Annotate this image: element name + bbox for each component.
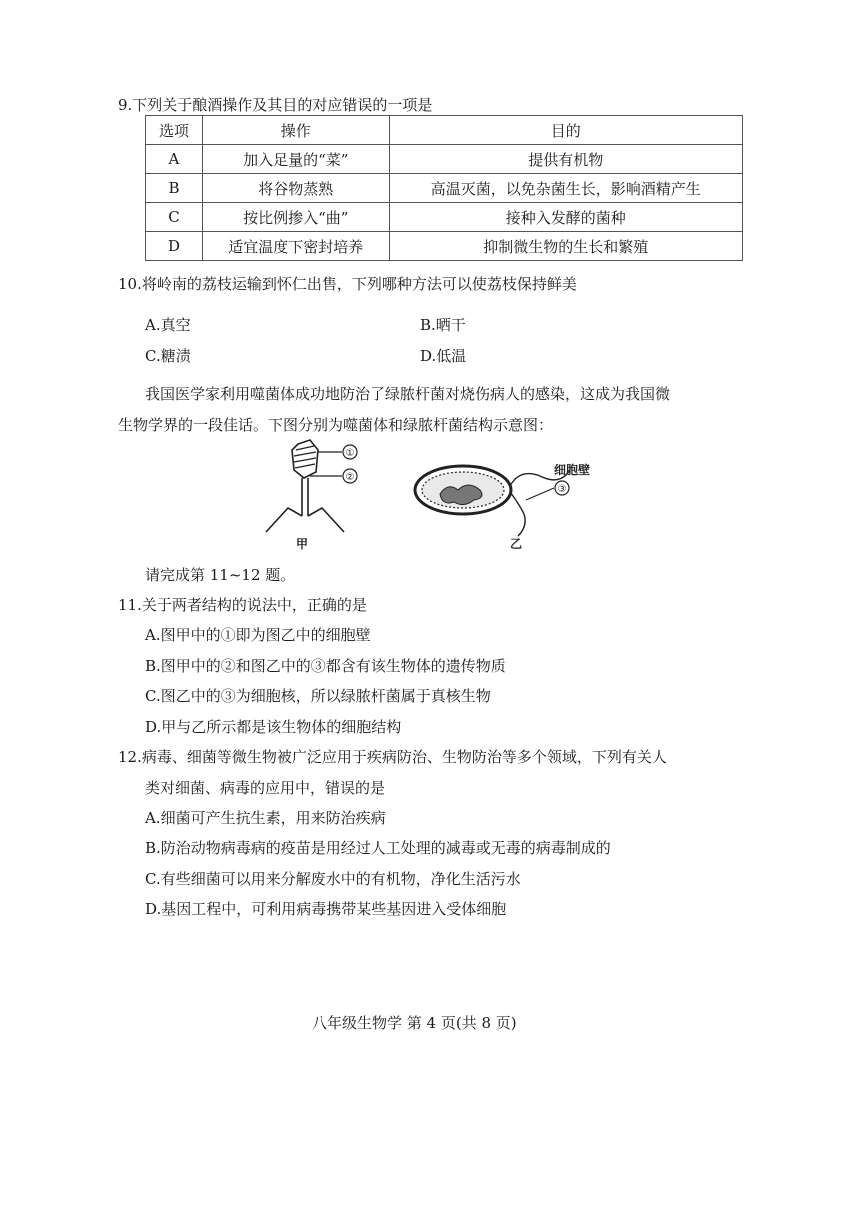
figure-label-1: ① [345, 448, 355, 459]
table-cell: 按比例掺入“曲” [202, 203, 389, 232]
question-11-stem: 11.关于两者结构的说法中，正确的是 [118, 596, 367, 614]
table-header-cell: 操作 [202, 116, 389, 145]
question-12-stem-line-1: 12.病毒、细菌等微生物被广泛应用于疾病防治、生物防治等多个领域，下列有关人 [118, 748, 667, 766]
question-10-stem: 10.将岭南的荔枝运输到怀仁出售，下列哪种方法可以使荔枝保持鲜美 [118, 275, 577, 293]
passage-line-2: 生物学界的一段佳话。下图分别为噬菌体和绿脓杆菌结构示意图： [118, 416, 554, 434]
table-cell: 高温灭菌，以免杂菌生长，影响酒精产生 [389, 174, 742, 203]
q11-option-c: C.图乙中的③为细胞核，所以绿脓杆菌属于真核生物 [145, 687, 491, 705]
table-cell: 抑制微生物的生长和繁殖 [389, 232, 742, 261]
q12-option-a: A.细菌可产生抗生素，用来防治疾病 [145, 809, 386, 827]
q11-option-b: B.图甲中的②和图乙中的③都含有该生物体的遗传物质 [145, 657, 506, 675]
pseudomonas-illustration [415, 466, 570, 536]
q10-option-d: D.低温 [420, 347, 467, 365]
q11-option-a: A.图甲中的①即为图乙中的细胞壁 [145, 626, 371, 644]
figure-label-3: ③ [557, 484, 567, 495]
q12-option-b: B.防治动物病毒病的疫苗是用经过人工处理的减毒或无毒的病毒制成的 [145, 839, 611, 857]
figure-caption-b: 乙 [510, 537, 523, 551]
figure-label-cell-wall: 细胞壁 [554, 463, 591, 477]
table-cell: B [146, 174, 203, 203]
q12-option-c: C.有些细菌可以用来分解废水中的有机物，净化生活污水 [145, 870, 521, 888]
q12-option-d: D.基因工程中，可利用病毒携带某些基因进入受体细胞 [145, 900, 507, 918]
table-cell: 将谷物蒸熟 [202, 174, 389, 203]
table-row [146, 232, 743, 261]
q10-option-b: B.晒干 [420, 316, 466, 334]
table-header-cell: 选项 [146, 116, 203, 145]
table-cell: C [146, 203, 203, 232]
table-cell: 加入足量的“菜” [202, 145, 389, 174]
figure-label-2: ② [345, 472, 355, 483]
table-header-cell: 目的 [389, 116, 742, 145]
table-cell: A [146, 145, 203, 174]
q10-option-c: C.糖渍 [145, 347, 191, 365]
figure-caption-a: 甲 [296, 537, 309, 551]
table-cell: 接种入发酵的菌种 [389, 203, 742, 232]
instruction-text: 请完成第 11~12 题。 [145, 566, 296, 584]
table-header-row [146, 116, 743, 145]
table-cell: 适宜温度下密封培养 [202, 232, 389, 261]
structure-diagram [258, 436, 608, 556]
table-row [146, 174, 743, 203]
q10-option-a: A.真空 [145, 316, 191, 334]
passage-line-1: 我国医学家利用噬菌体成功地防治了绿脓杆菌对烧伤病人的感染，这成为我国微 [145, 385, 671, 403]
question-12-stem-line-2: 类对细菌、病毒的应用中，错误的是 [145, 779, 386, 797]
fermentation-table [145, 115, 743, 261]
page-footer: 八年级生物学 第 4 页(共 8 页) [312, 1014, 517, 1032]
table-row [146, 145, 743, 174]
table-cell: D [146, 232, 203, 261]
bacteriophage-illustration [266, 440, 344, 532]
q11-option-d: D.甲与乙所示都是该生物体的细胞结构 [145, 718, 402, 736]
question-9-stem: 9.下列关于酿酒操作及其目的对应错误的一项是 [118, 96, 433, 114]
table-row [146, 203, 743, 232]
table-cell: 提供有机物 [389, 145, 742, 174]
